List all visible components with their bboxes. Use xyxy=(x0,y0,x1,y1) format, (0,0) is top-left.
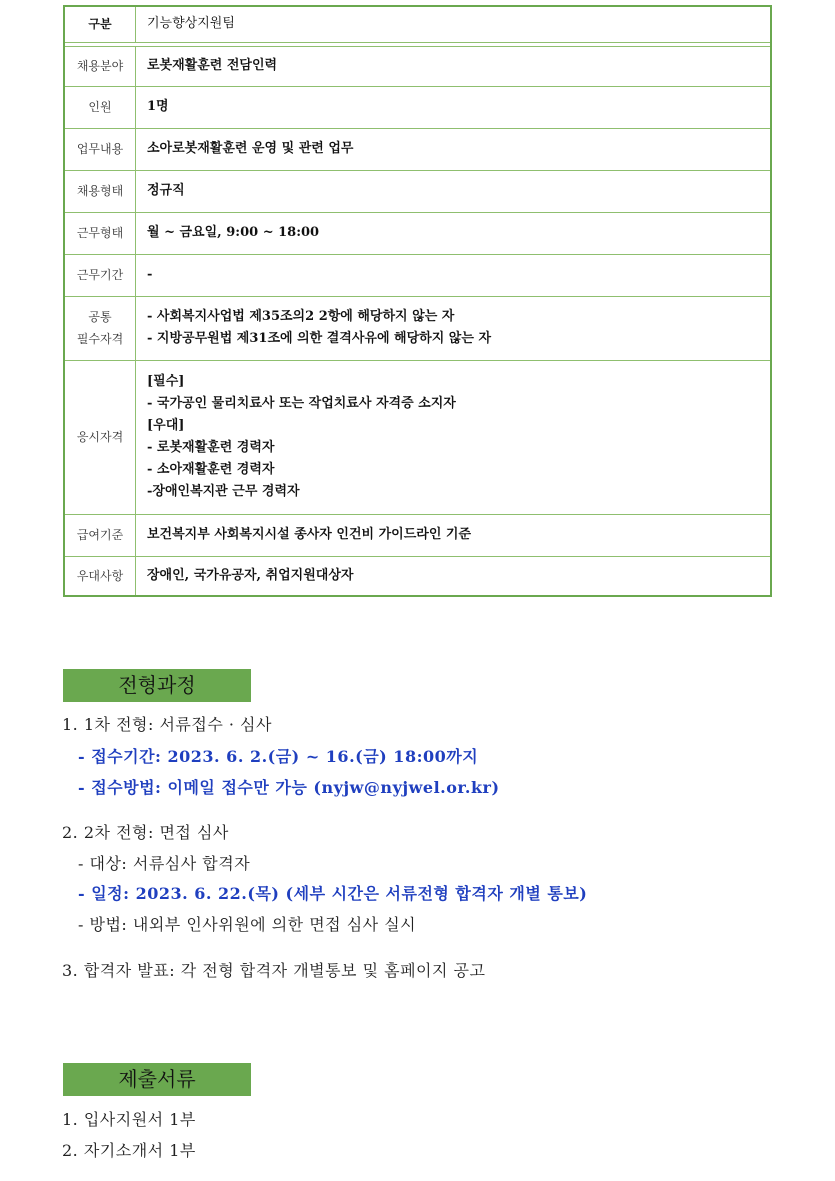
row-value-line: - 사회복지사업법 제35조의2 2항에 해당하지 않는 자 xyxy=(147,309,455,324)
process-item-2-date: - 일정: 2023. 6. 22.(목) (세부 시간은 서류전형 합격자 개별 통보) xyxy=(78,884,588,903)
table-row xyxy=(64,514,771,556)
row-value-line: [우대] xyxy=(147,418,185,433)
table-row xyxy=(64,360,771,514)
row-value-line: [필수] xyxy=(147,374,185,389)
row-value-line: -장애인복지관 근무 경력자 xyxy=(147,484,300,499)
row-value-line: - 소아재활훈련 경력자 xyxy=(147,462,275,477)
row-label: 응시자격 xyxy=(64,360,136,514)
table-row xyxy=(64,6,771,42)
table-row xyxy=(64,86,771,128)
row-label: 채용분야 xyxy=(64,46,136,86)
row-label: 우대사항 xyxy=(64,556,136,596)
table-row xyxy=(64,46,771,86)
row-value-line: - 국가공인 물리치료사 또는 작업치료사 자격증 소지자 xyxy=(147,396,456,411)
row-value: 정규직 xyxy=(136,170,772,212)
process-item-1: 1. 1차 전형: 서류접수 · 심사 xyxy=(62,715,272,734)
table-row xyxy=(64,212,771,254)
row-label: 근무형태 xyxy=(64,212,136,254)
row-label-line: 공통 xyxy=(88,310,112,324)
row-value: 월 ~ 금요일, 9:00 ~ 18:00 xyxy=(136,212,772,254)
header-value: 기능향상지원팀 xyxy=(136,6,772,42)
table-row xyxy=(64,254,771,296)
process-section-title: 전형과정 xyxy=(63,669,251,702)
row-value: 1명 xyxy=(136,86,772,128)
row-label xyxy=(64,296,136,360)
row-label: 업무내용 xyxy=(64,128,136,170)
table-row xyxy=(64,296,771,360)
row-value xyxy=(136,296,772,360)
document-item: 2. 자기소개서 1부 xyxy=(62,1141,196,1160)
row-value: 장애인, 국가유공자, 취업지원대상자 xyxy=(136,556,772,596)
process-item-1-period: - 접수기간: 2023. 6. 2.(금) ~ 16.(금) 18:00까지 xyxy=(78,747,479,766)
process-item-2-target: - 대상: 서류심사 합격자 xyxy=(78,854,251,873)
table-row xyxy=(64,556,771,596)
row-label: 인원 xyxy=(64,86,136,128)
recruitment-info-table xyxy=(63,5,772,597)
process-item-2-method: - 방법: 내외부 인사위원에 의한 면접 심사 실시 xyxy=(78,915,417,934)
row-value xyxy=(136,360,772,514)
row-value-line: - 지방공무원법 제31조에 의한 결격사유에 해당하지 않는 자 xyxy=(147,331,492,346)
document-item: 1. 입사지원서 1부 xyxy=(62,1110,196,1129)
row-value: - xyxy=(136,254,772,296)
process-item-3: 3. 합격자 발표: 각 전형 합격자 개별통보 및 홈페이지 공고 xyxy=(62,961,486,980)
row-label: 근무기간 xyxy=(64,254,136,296)
process-item-2: 2. 2차 전형: 면접 심사 xyxy=(62,823,229,842)
documents-section-title: 제출서류 xyxy=(63,1063,251,1096)
row-label: 채용형태 xyxy=(64,170,136,212)
header-label: 구분 xyxy=(64,6,136,42)
row-value: 보건복지부 사회복지시설 종사자 인건비 가이드라인 기준 xyxy=(136,514,772,556)
process-item-1-method: - 접수방법: 이메일 접수만 가능 (nyjw@nyjwel.or.kr) xyxy=(78,778,500,797)
row-label-line: 필수자격 xyxy=(76,332,124,346)
table-row xyxy=(64,128,771,170)
row-label: 급여기준 xyxy=(64,514,136,556)
table-row xyxy=(64,170,771,212)
row-value: 로봇재활훈련 전담인력 xyxy=(136,46,772,86)
row-value: 소아로봇재활훈련 운영 및 관련 업무 xyxy=(136,128,772,170)
row-value-line: - 로봇재활훈련 경력자 xyxy=(147,440,275,455)
